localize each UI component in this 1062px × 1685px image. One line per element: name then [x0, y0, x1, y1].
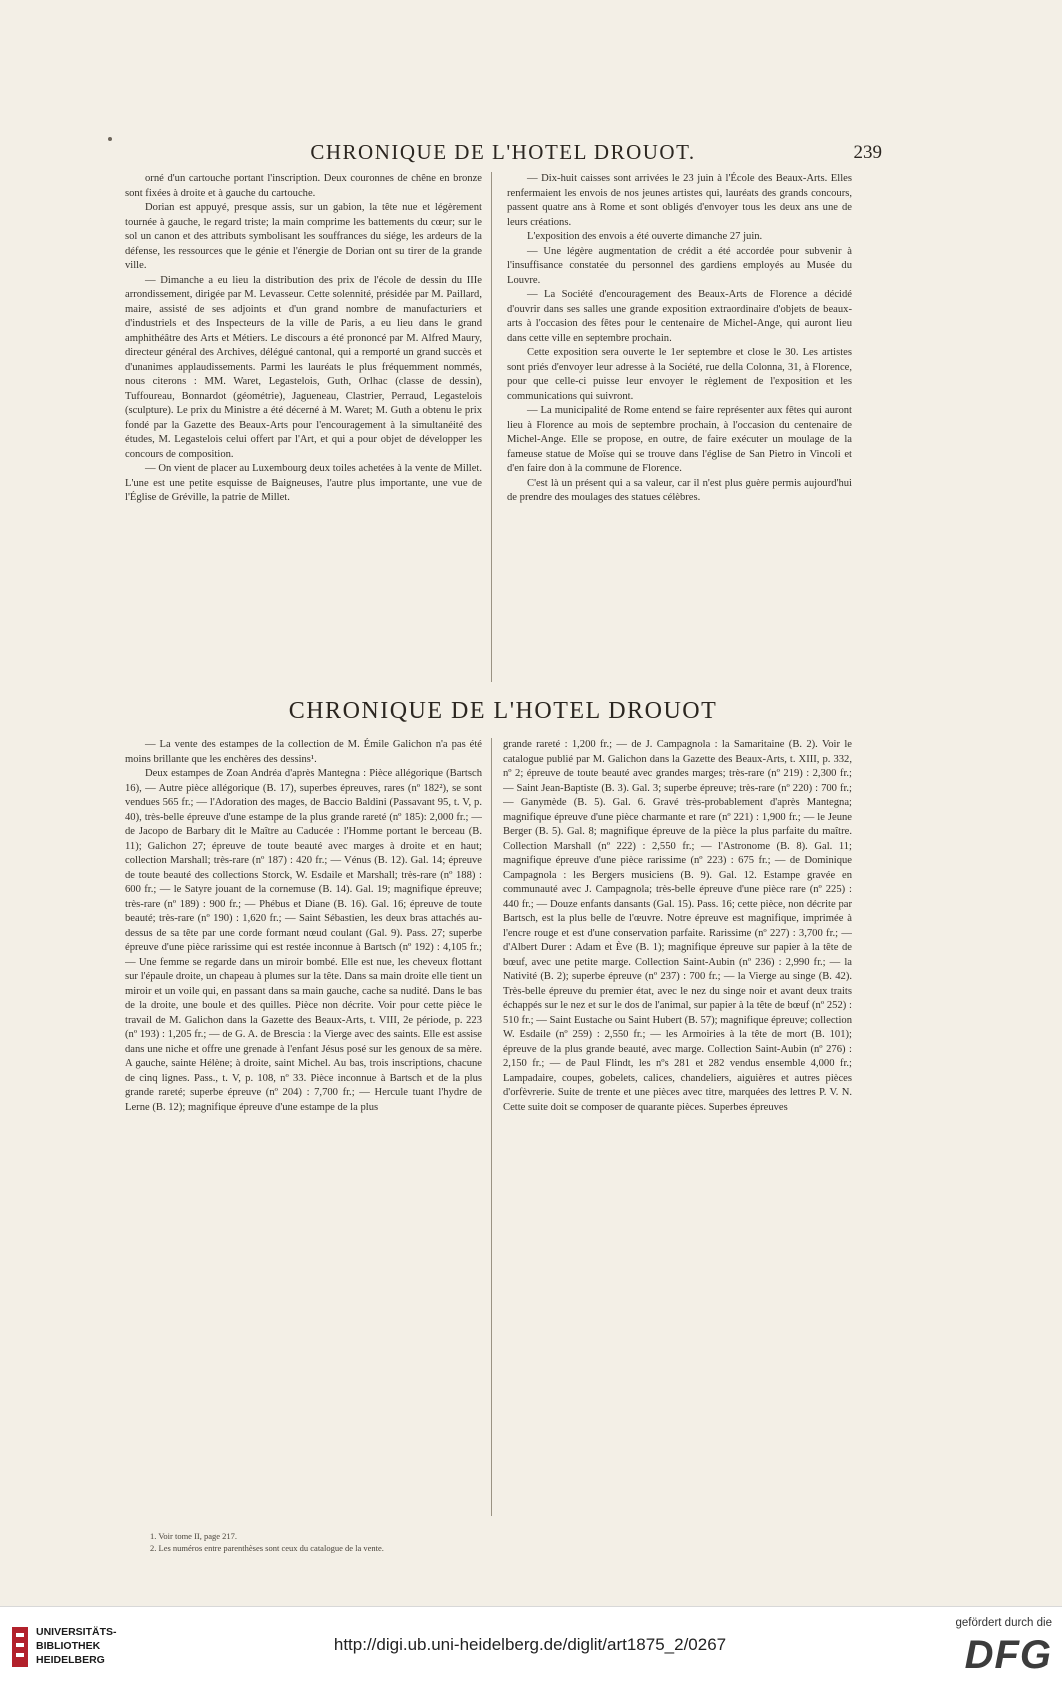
footnotes [150, 1530, 650, 1564]
dfg-logo[interactable]: DFG [964, 1633, 1052, 1677]
paragraph: — Dimanche a eu lieu la distribution des prix de l'école de dessin du IIIe arrondissement, dirigée par M. Levasseur. Cette solennité, présidée par M. Paillard, maire, assisté de ses adjoints et d'un grand nombre de manufacturiers et d'industriels et des Inspecteurs de la ville de Paris, a eu lieu dans le grand amphithéâtre des Arts et Métiers. Le discours a été prononcé par M. Alfred Maury, directeur général des Archives, délégué cantonal, qui a remporté un grand succès et d'unanimes applaudissements. Parmi les lauréats le plus fréquemment nommés, nous citerons : MM. Waret, Legastelois, Guth, Orlhac (classe de dessin), Tuffoureau, Bonnardot (géométrie), Jagueneau, Clastrier, Perraud, Legastelois (sculpture). Le prix du Ministre a été décerné à M. Waret; M. Guth a obtenu le prix fondé par la Gazette des Beaux-Arts pour l'encouragement à la simultanéité des études, M. Legastelois celui offert par l'Art, et qui a pour objet de développer les concours de composition. [125, 274, 482, 460]
paragraph: Dorian est appuyé, presque assis, sur un gabion, la tête nue et légèrement tournée à gauche, le regard triste; la main comprime les battements du cœur; sur le sol un canon et des attributs symbolisant les souffrances du siége, les ardeurs de la défense, les ressources que le génie et l'énergie de Dorian ont su tirer de la grande ville. [125, 202, 482, 271]
institution-name[interactable]: UNIVERSITÄTS- BIBLIOTHEK HEIDELBERG [36, 1626, 117, 1666]
paragraph: — Une légère augmentation de crédit a été accordée pour subvenir à l'insuffisance constatée du personnel des gardiens employés au Musée du Louvre. [507, 245, 852, 286]
paragraph: Cette exposition sera ouverte le 1er septembre et close le 30. Les artistes sont priés d'envoyer leur adresse à la Société, rue della Colonna, 31, à Florence, pour que celle-ci puisse leur envoyer le règlement de l'exposition et les communications qui suivront. [507, 347, 852, 402]
column-divider [491, 172, 492, 682]
paragraph: grande rareté : 1,200 fr.; — de J. Campagnola : la Samaritaine (B. 2). Voir le catalogue publié par M. Galichon dans la Gazette des Beaux-Arts, t. XIII, p. 332, nº 2; épreuve de toute beauté avec grandes marges; très-rare (nº 219) : 2,300 fr.; — Saint Jean-Baptiste (B. 3). Gal. 3; superbe épreuve; très-rare (nº 220) : 700 fr.; — Ganymède (B. 5). Gal. 6. Gravé très-probablement d'après Mantegna; magnifique épreuve d'une pièce charmante et rare (nº 221) : 1,900 fr.; — le Jeune Berger (B. 5). Gal. 8; magnifique épreuve de la pièce la plus parfaite du maître. Collection Marshall (nº 222) : 2,550 fr.; — l'Astronome (B. 8). Gal. 11; magnifique épreuve d'une pièce rarissime (nº 223) : 675 fr.; — de Dominique Campagnola : les Bergers musiciens (B. 9). Gal. 12. Estampe gravée en communauté avec J. Campagnola; très-belle épreuve d'une pièce rare (nº 225) : 440 fr.; — Douze enfants dansants (Gal. 15). Pass. 16; cette pièce, non décrite par Bartsch, est la plus belle de l'œuvre. Notre épreuve est magnifique, imprimée à l'encre rouge et est d'une conservation parfaite. Rarissime (nº 227) : 3,700 fr.; — d'Albert Durer : Adam et Ève (B. 1); magnifique épreuve sur papier à la tête de bœuf, avec une petite marge. Collection Saint-Aubin (nº 236) : 2,990 fr.; — la Nativité (B. 2); superbe épreuve (nº 237) : 700 fr.; — la Vierge au singe (B. 42). Très-belle épreuve du premier état, avec le nez du singe noir et avant deux traits échappés sur le nez et sur le dos de l'animal, sur papier à la tête de bœuf (nº 252) : 510 fr.; — Saint Eustache ou Saint Hubert (B. 57); magnifique épreuve; collection W. Esdaile (nº 259) : 2,550 fr.; — les Armoiries à la tête de mort (B. 101); épreuve de la plus grande beauté, avec marge. Collection Saint-Aubin (nº 276) : 2,150 fr.; — de Paul Flindt, les nºs 281 et 282 vendus ensemble 4,000 fr.; Lampadaire, coupes, gobelets, calices, chandeliers, aiguières et autres pièces d'orfèvrerie. Suite de trente et une pièces avec titre, marquées des lettres P. V. N. Cette suite doit se composer de quarante pièces. Superbes épreuves [503, 739, 852, 1113]
column-divider [491, 738, 492, 1516]
university-logo-icon [10, 1625, 30, 1669]
column-bottom-right [503, 738, 852, 1510]
running-header: CHRONIQUE DE L'HOTEL DROUOT. [310, 140, 696, 164]
ink-dot [108, 137, 112, 141]
paragraph: — La vente des estampes de la collection de M. Émile Galichon n'a pas été moins brillante que les enchères des dessins¹. [125, 739, 482, 765]
page-number: 239 [853, 142, 882, 163]
paragraph: L'exposition des envois a été ouverte dimanche 27 juin. [527, 231, 763, 242]
paragraph: — On vient de placer au Luxembourg deux toiles achetées à la vente de Millet. L'une est une petite esquisse de Baigneuses, l'autre plus importante, une vue de l'Église de Gréville, la patrie de Millet. [125, 463, 482, 503]
section-title: CHRONIQUE DE L'HOTEL DROUOT [288, 698, 718, 724]
paragraph: — La Société d'encouragement des Beaux-Arts de Florence a décidé d'ouvrir dans ses salles une grande exposition extraordinaire d'objets de beaux-arts à l'occasion des fêtes pour le centenaire de Michel-Ange, qui auront lieu dans cette ville en septembre prochain. [507, 289, 852, 344]
column-top-left [125, 172, 482, 680]
column-top-right [507, 172, 852, 680]
column-bottom-left [125, 738, 482, 1510]
permalink-url[interactable]: http://digi.ub.uni-heidelberg.de/diglit/art1875_2/0267 [333, 1635, 727, 1654]
viewer-footer [0, 1606, 1062, 1685]
funded-by-label: gefördert durch die [955, 1617, 1052, 1629]
footnote: 1. Voir tome II, page 217. [150, 1531, 238, 1541]
paragraph: C'est là un présent qui a sa valeur, car il n'est plus guère permis aujourd'hui de prendre des moulages des statues célèbres. [507, 477, 852, 503]
paragraph: — La municipalité de Rome entend se faire représenter aux fêtes qui auront lieu à Florence au mois de septembre prochain, à l'occasion du centenaire de Michel-Ange. Elle se propose, en outre, de faire exécuter un moulage de la fameuse statue de Moïse qui se trouve dans l'église de San Pietro in Vincoli et d'en faire don à la commune de Florence. [507, 405, 852, 474]
footnote: 2. Les numéros entre parenthèses sont ceux du catalogue de la vente. [150, 1543, 384, 1553]
paragraph: orné d'un cartouche portant l'inscription. Deux couronnes de chêne en bronze sont fixées à droite et à gauche du cartouche. [125, 173, 482, 199]
paragraph: Deux estampes de Zoan Andréa d'après Mantegna : Pièce allégorique (Bartsch 16), — Autre pièce allégorique (B. 17), superbes épreuves, rares (nº 182²), se sont vendues 565 fr.; — l'Adoration des mages, de Baccio Baldini (Passavant 95, t. V, p. 40), très-belle épreuve d'une estampe de la plus grande rareté (nº 185): 2,000 fr.; — de Jacopo de Barbary dit le Maître au Caducée : l'Homme portant le berceau (B. 11); Galichon 27; épreuve de toute beauté avec marges à droite et en haut; collection Marshall; très-rare (nº 187) : 420 fr.; — Vénus (B. 12). Gal. 14; épreuve de toute beauté des collections Storck, W. Esdaile et Marshall; très-rare (nº 188) : 600 fr.; — le Satyre jouant de la cornemuse (B. 14). Gal. 19; magnifique épreuve; très-rare (nº 189) : 900 fr.; — Phébus et Diane (B. 16). Gal. 16; épreuve de toute beauté; très-rare (nº 190) : 1,620 fr.; — Saint Sébastien, les deux bras attachés au-dessus de sa tête par une corde formant nœud coulant (Gal. 9). Pass. 27; superbe épreuve d'une pièce rarissime qui est restée inconnue à Bartsch (nº 192) : 4,105 fr.; — Une femme se regarde dans un miroir bombé. Elle est nue, les cheveux flottant sur l'épaule droite, un chapeau à plumes sur la tête. Dans sa main droite elle tient un miroir et un voile qui, en passant dans sa main gauche, cache sa nudité. Dans le bas de la droite, une boule et des quilles. Pièce non décrite. Voir pour cette pièce le travail de M. Galichon dans la Gazette des Beaux-Arts, t. VIII, 2e période, p. 223 (nº 193) : 1,205 fr.; — de G. A. de Brescia : la Vierge avec des saints. Elle est assise dans une niche et offre une grenade à l'enfant Jésus posé sur les genoux de sa mère. A gauche, sainte Hélène; à droite, saint Michel. Au bas, trois inscriptions, chacune de cinq lignes. Pass., t. V, p. 108, nº 33. Pièce inconnue à Bartsch et de la plus grande rareté; superbe épreuve (nº 204) : 7,700 fr.; — Hercule tuant l'hydre de Lerne (B. 12); magnifique épreuve d'une estampe de la plus [125, 768, 482, 1113]
paragraph: — Dix-huit caisses sont arrivées le 23 juin à l'École des Beaux-Arts. Elles renfermaient les envois de nos jeunes artistes qui, lauréats des grands concours, passent quatre ans à Rome et sont obligés d'envoyer tous les deux ans une de leurs créations. [507, 173, 852, 228]
